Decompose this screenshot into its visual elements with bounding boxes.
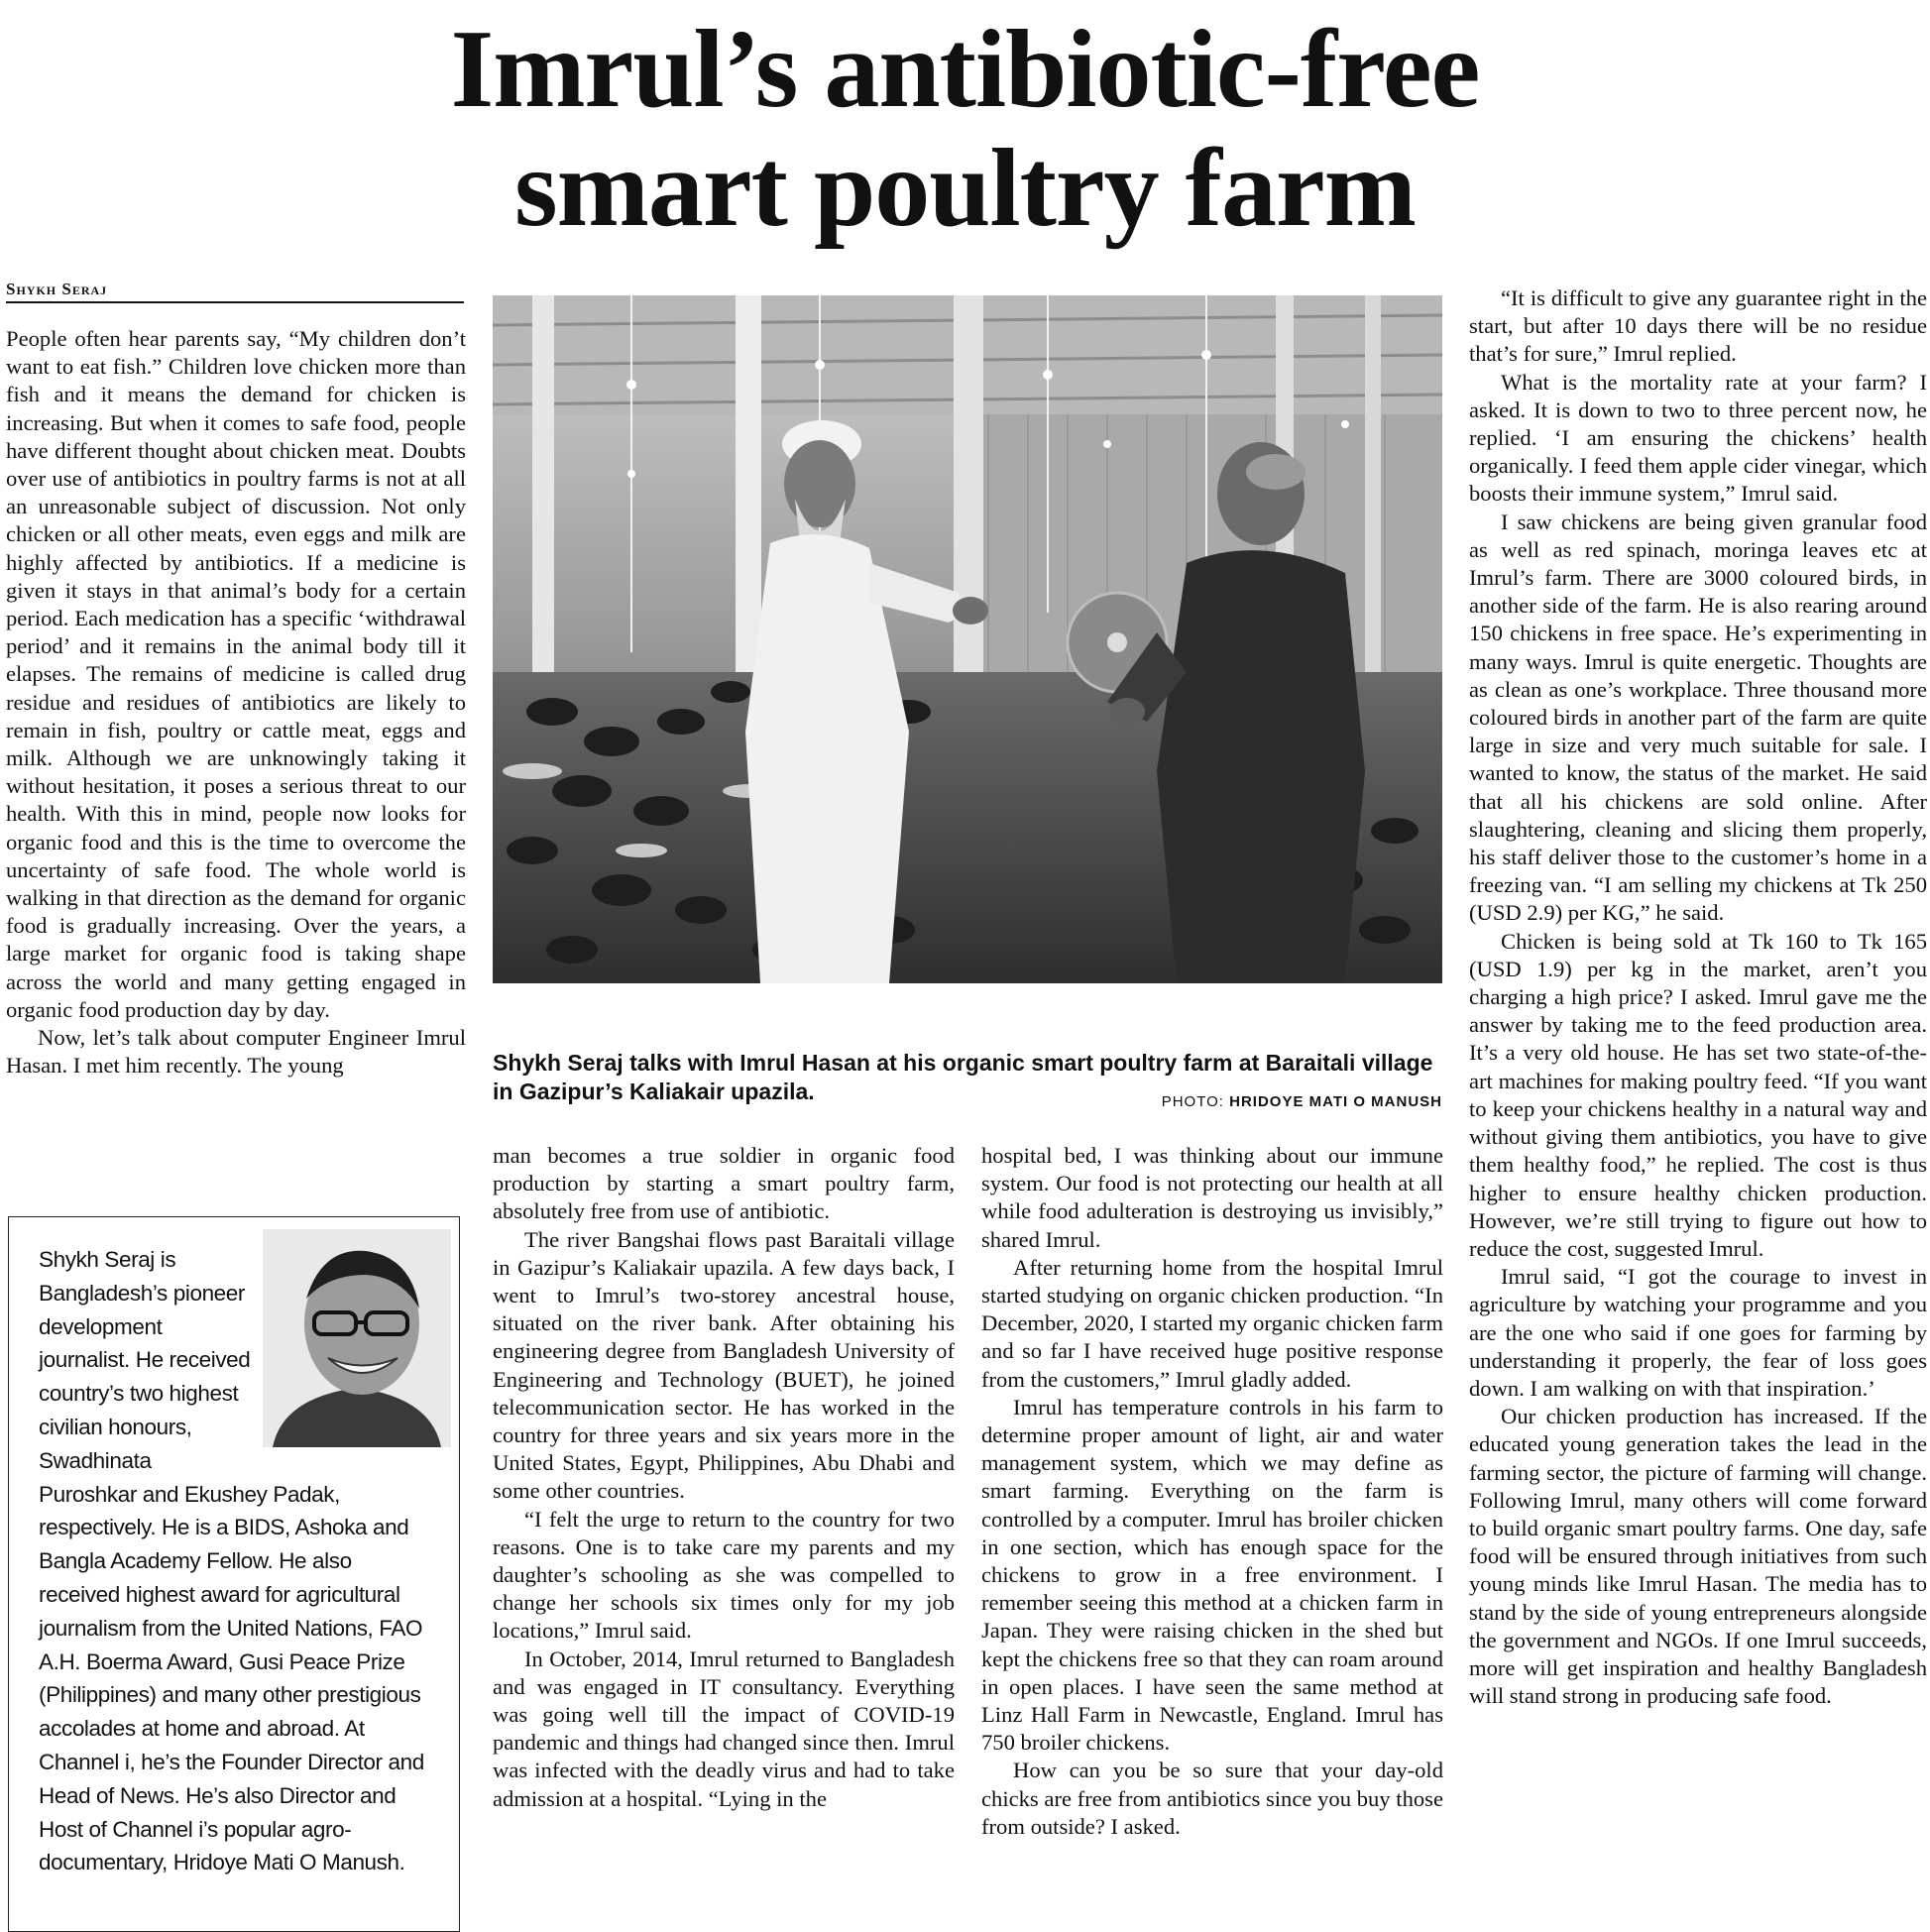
paragraph: After returning home from the hospital Imrul started studying on organic chicken production. “In December, 2020, I started my organic chicken farm and so far I have received huge positive response from the customers,” Imrul gladly added. [981,1254,1443,1392]
author-portrait-illustration [263,1229,451,1447]
paragraph: Now, let’s talk about computer Engineer Imrul Hasan. I met him recently. The young [6,1025,466,1079]
paragraph: People often hear parents say, “My children don’t want to eat fish.” Children love chicken more than fish and it means the demand for chicken is increasing. But when it comes to safe food, people have different thought about chicken meat. Doubts over use of antibiotics in poultry farms is not at all an unreasonable subject of discussion. Not only chicken or all other meats, even eggs and milk are highly affected by antibiotics. If a medicine is given it stays in that animal’s body for a certain period. Each medication has a specific ‘withdrawal period’ and it remains in the animal body till it elapses. The remains of medicine is called drug residue and residues of antibiotics are likely to remain in fish, poultry or cattle meat, eggs and milk. Although we are unknowingly taking it without hesitation, it poses a serious threat to our health. With this in mind, people now looks for organic food and this is the time to overcome the uncertainty of safe food. The whole world is walking in that direction as the demand for organic food is gradually increasing. Over the years, a large market for organic food is taking shape across the world and many getting engaged in organic food production day by day. [6,326,466,1022]
headline-line-1: Imrul’s antibiotic-free [450,8,1480,131]
paragraph: “I felt the urge to return to the country for two reasons. One is to take care my parents and my daughter’s schooling as she was compelled to change her schools six times only for my job locations,” Imrul said. [493,1506,955,1644]
author-portrait [263,1229,451,1447]
headline-line-2: smart poultry farm [514,127,1416,250]
paragraph: Imrul said, “I got the courage to invest in agriculture by watching your programme and you are the one who said if one goes for farming by understanding it properly, the fear of loss goes down. I am walking on with that inspiration.’ [1469,1264,1927,1401]
photo-credit [1162,1093,1442,1110]
article-column-2 [493,1142,955,1932]
article-column-1 [6,325,466,1178]
article-column-3 [981,1142,1443,1932]
author-bio-text: Shykh Seraj is Bangladesh’s pioneer development journalist. He received country’s two highest civilian honours, Swadhinata Puroshkar and Ekushey Padak, respectively. He is a BIDS, Ashoka and Bangla Academy Fellow. He also received highest award for agricultural journalism from the United Nations, FAO A.H. Boerma Award, Gusi Peace Prize (Philippines) and many other prestigious accolades at home and abroad. At Channel i, he’s the Founder Director and Head of News. He’s also Director and Host of Channel i’s popular agro-documentary, Hridoye Mati O Manush. [39,1247,424,1875]
paragraph: What is the mortality rate at your farm? I asked. It is down to two to three percent now, he replied. ‘I am ensuring the chickens’ health organically. I feed them apple cider vinegar, which boosts their immune system,” Imrul said. [1469,369,1927,507]
photo-credit-label: PHOTO: [1161,1093,1224,1110]
paragraph: man becomes a true soldier in organic food production by starting a smart poultry farm, absolutely free from use of antibiotic. [493,1143,955,1224]
paragraph: Our chicken production has increased. If the educated young generation takes the lead in the farming sector, the picture of farming will change. Following Imrul, many others will come forward to build organic smart poultry farms. One day, safe food will be ensured through initiatives from such young minds like Imrul Hasan. The media has to stand by the side of young entrepreneurs alongside the government and NGOs. If one Imrul succeeds, more will get inspiration and healthy Bangladesh will stand strong in producing safe food. [1469,1404,1927,1709]
byline: Shykh Seraj [6,280,464,303]
article-photo [493,295,1442,983]
author-bio-box [8,1216,460,1932]
paragraph: hospital bed, I was thinking about our immune system. Our food is not protecting our health at all while food adulteration is destroying us invisibly,” shared Imrul. [981,1143,1443,1252]
photo-credit-name: HRIDOYE MATI O MANUSH [1229,1093,1442,1110]
farm-photo-illustration [493,295,1442,983]
paragraph: In October, 2014, Imrul returned to Bangladesh and was engaged in IT consultancy. Everything was going well till the impact of COVID-19 pandemic and things had changed since then. Imrul was infected with the deadly virus and had to take admission at a hospital. “Lying in the [493,1646,955,1811]
paragraph: “It is difficult to give any guarantee right in the start, but after 10 days there will be no residue that’s for sure,” Imrul replied. [1469,285,1927,367]
photo-caption: Shykh Seraj talks with Imrul Hasan at his organic smart poultry farm at Baraitali village in Gazipur’s Kaliakair upazila. [493,1050,1433,1104]
paragraph: I saw chickens are being given granular food as well as red spinach, moringa leaves etc at Imrul’s farm. There are 3000 coloured birds, in another side of the farm. He is also rearing around 150 chickens in free space. He’s experimenting in many ways. Imrul is quite energetic. Thoughts are as clean as one’s workplace. Three thousand more coloured birds in another part of the farm are quite large in size and very much suitable for sale. I wanted to know, the status of the market. He said that all his chickens are sold online. After slaughtering, cleaning and slicing them properly, his staff deliver those to the customer’s home in a freezing van. “I am selling my chickens at Tk 250 (USD 2.9) per KG,” he said. [1469,509,1927,926]
paragraph: Imrul has temperature controls in his farm to determine proper amount of light, air and water management system, which we may define as smart farming. Everything on the farm is controlled by a computer. Imrul has broiler chicken in one section, which has enough space for the chickens to grow in a free environment. I remember seeing this method at a chicken farm in Japan. They were raising chicken in the shed but kept the chickens free so that they can roam around in open places. I have seen the same method at Linz Hall Farm in Newcastle, England. Imrul has 750 broiler chickens. [981,1394,1443,1756]
paragraph: Chicken is being sold at Tk 160 to Tk 165 (USD 1.9) per kg in the market, aren’t you charging a high price? I asked. Imrul gave me the answer by taking me to the feed production area. It’s a very old house. He has set two state-of-the-art machines for making poultry feed. “If you want to keep your chickens healthy in a natural way and without giving them antibiotics, you have to give them healthy food,” he replied. The cost is thus higher to ensure healthy chicken production. However, we’re still trying to figure out how to reduce the cost, suggested Imrul. [1469,928,1927,1261]
article-column-4 [1469,284,1927,1932]
paragraph: The river Bangshai flows past Baraitali village in Gazipur’s Kaliakair upazila. A few days back, I went to Imrul’s two-storey ancestral house, situated on the river bank. After obtaining his engineering degree from Bangladesh University of Engineering and Technology (BUET), he joined telecommunication sector. He has worked in the country for three years and six years more in the United States, Egypt, Philippines, Abu Dhabi and some other countries. [493,1226,955,1504]
headline [0,10,1930,248]
author-bio [39,1243,435,1879]
paragraph: How can you be so sure that your day-old chicks are free from antibiotics since you buy those from outside? I asked. [981,1758,1443,1839]
